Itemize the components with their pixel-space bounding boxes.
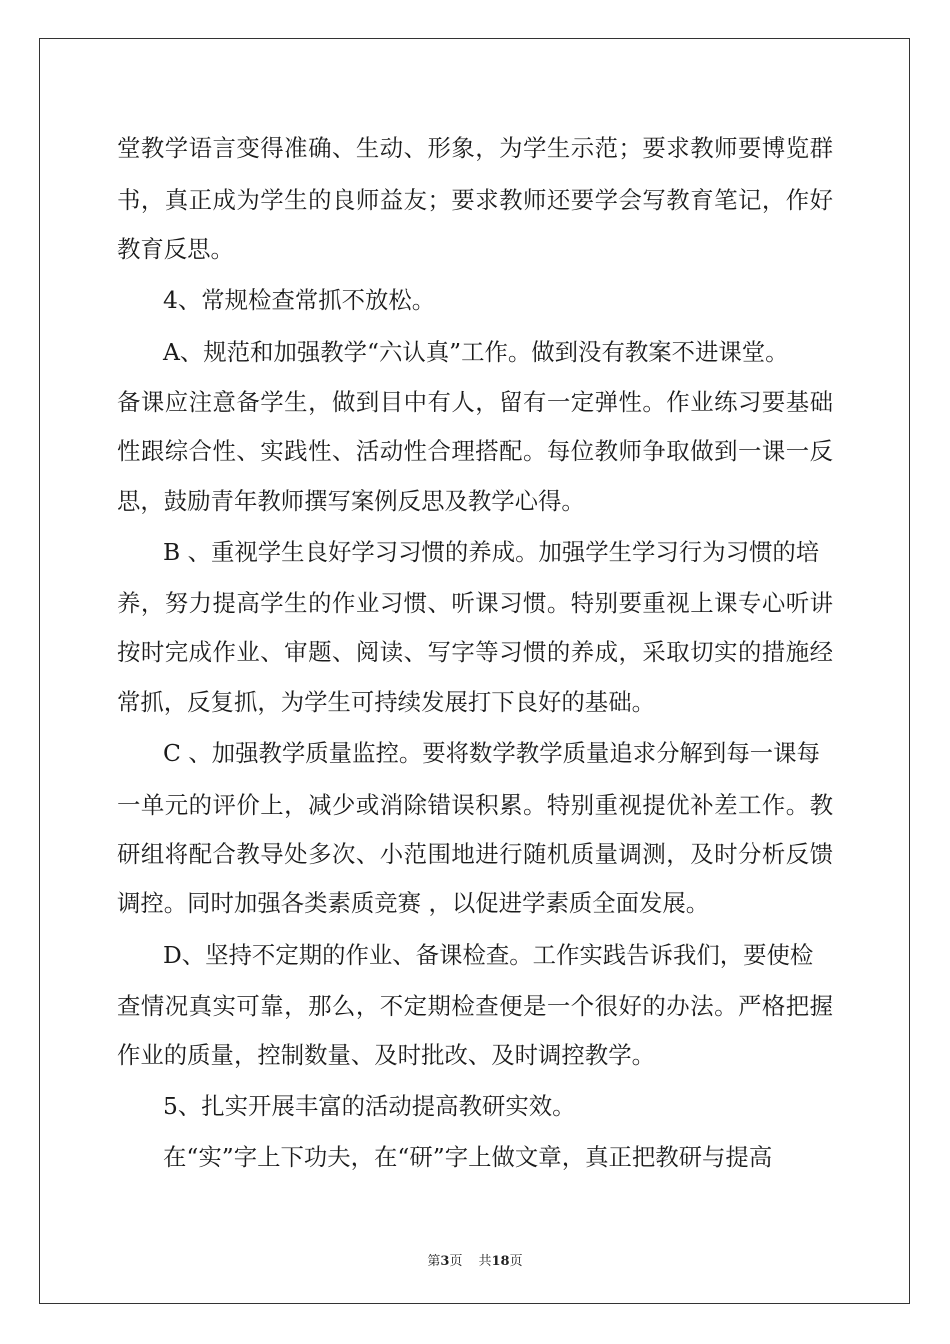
text-line: 在“实”字上下功夫，在“研”字上做文章，真正把教研与提高 — [163, 1143, 773, 1171]
page-footer — [0, 1250, 950, 1269]
text-line: 调控。同时加强各类素质竞赛 ，以促进学素质全面发展。 — [117, 889, 710, 917]
total-suffix: 页 — [509, 1254, 523, 1269]
page-suffix: 页 — [449, 1254, 463, 1269]
text-line: 教育反思。 — [117, 235, 234, 263]
text-line: 一单元的评价上，减少或消除错误积累。特别重视提优补差工作。教 — [117, 791, 833, 819]
text-line: 查情况真实可靠，那么，不定期检查便是一个很好的办法。严格把握 — [117, 992, 833, 1020]
text-line: 5、扎实开展丰富的活动提高教研实效。 — [163, 1092, 576, 1120]
page-number: 3 — [440, 1254, 450, 1269]
text-line: 堂教学语言变得准确、生动、形象，为学生示范；要求教师要博览群 — [117, 134, 833, 162]
text-line: 按时完成作业、审题、阅读、写字等习惯的养成，采取切实的措施经 — [117, 638, 833, 666]
total-prefix: 共 — [478, 1254, 492, 1269]
text-line: B 、重视学生良好学习习惯的养成。加强学生学习行为习惯的培 — [163, 538, 820, 566]
text-line: 性跟综合性、实践性、活动性合理搭配。每位教师争取做到一课一反 — [117, 437, 833, 465]
text-line: 研组将配合教导处多次、小范围地进行随机质量调测，及时分析反馈 — [117, 840, 833, 868]
text-line: 常抓，反复抓，为学生可持续发展打下良好的基础。 — [117, 688, 655, 716]
text-line: 备课应注意备学生，做到目中有人，留有一定弹性。作业练习要基础 — [117, 388, 833, 416]
text-line: A、规范和加强教学“六认真”工作。做到没有教案不进课堂。 — [163, 338, 789, 366]
total-pages: 18 — [491, 1254, 510, 1269]
text-line: C 、加强教学质量监控。要将数学教学质量追求分解到每一课每 — [163, 739, 820, 767]
text-line: 养，努力提高学生的作业习惯、听课习惯。特别要重视上课专心听讲 — [117, 589, 833, 617]
text-line: 作业的质量，控制数量、及时批改、及时调控教学。 — [117, 1041, 655, 1069]
text-line: D、坚持不定期的作业、备课检查。工作实践告诉我们，要使检 — [163, 941, 814, 969]
text-line: 思，鼓励青年教师撰写案例反思及教学心得。 — [117, 487, 585, 515]
text-line: 4、常规检查常抓不放松。 — [163, 286, 436, 314]
page-prefix: 第 — [427, 1254, 441, 1269]
text-line: 书，真正成为学生的良师益友；要求教师还要学会写教育笔记，作好 — [117, 186, 833, 214]
